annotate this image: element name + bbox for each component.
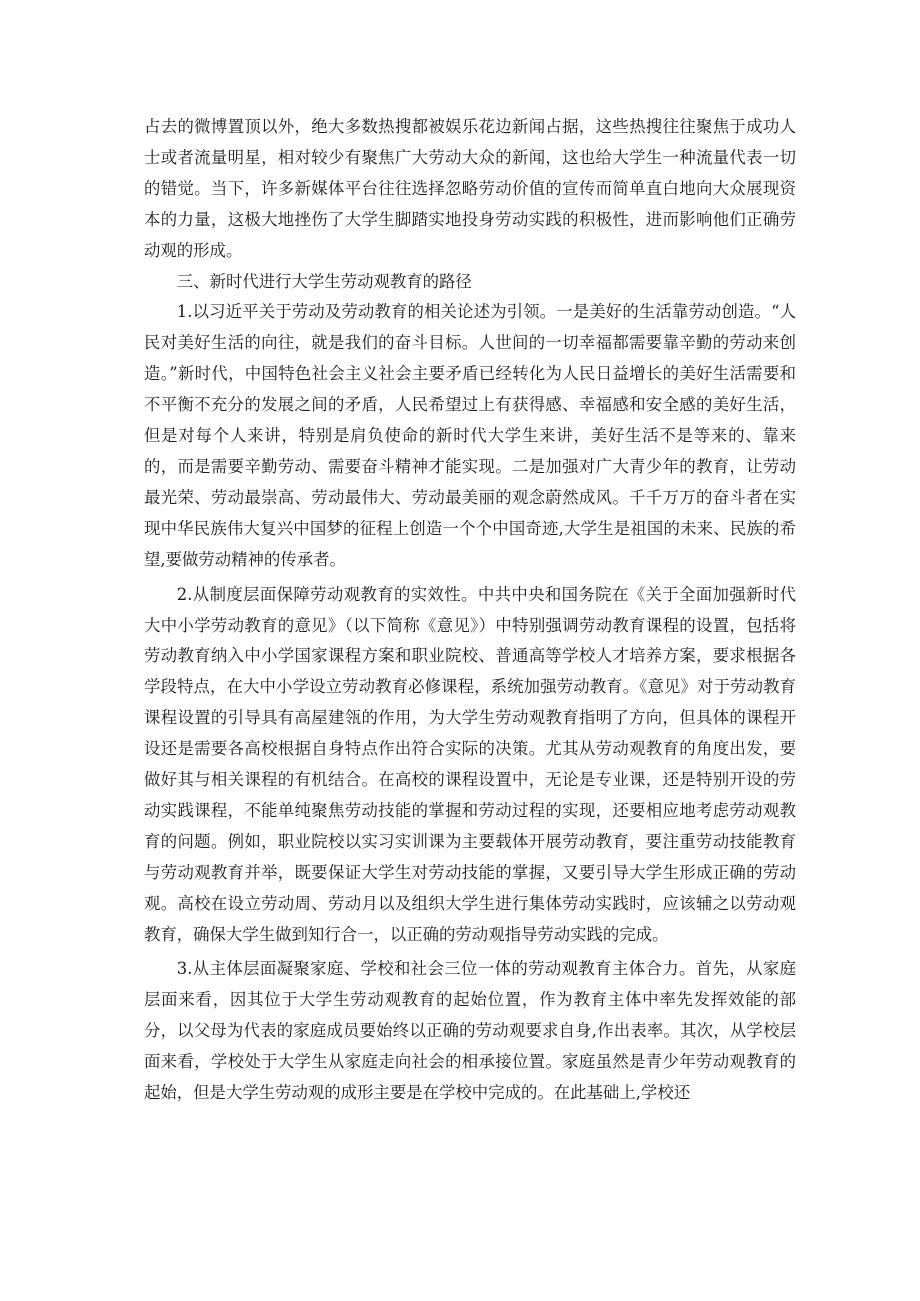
paragraph-point-1: 1.以习近平关于劳动及劳动教育的相关论述为引领。一是美好的生活靠劳动创造。“人民对美好生活的向往，就是我们的奋斗目标。人世间的一切幸福都需要靠辛勤的劳动来创造。”新时代，中国特色社会主义社会主要矛盾已经转化为人民日益增长的美好生活需要和不平衡不充分的发展之间的矛盾，人民希望过上有获得感、幸福感和安全感的美好生活，但是对每个人来讲，特别是肩负使命的新时代大学生来讲，美好生活不是等来的、靠来的，而是需要辛勤劳动、需要奋斗精神才能实现。二是加强对广大青少年的教育，让劳动最光荣、劳动最崇高、劳动最伟大、劳动最美丽的观念蔚然成风。千千万万的奋斗者在实现中华民族伟大复兴中国梦的征程上创造一个个中国奇迹,大学生是祖国的未来、民族的希望,要做劳动精神的传承者。 <box>144 302 796 569</box>
paragraph-point-2: 2.从制度层面保障劳动观教育的实效性。中共中央和国务院在《关于全面加强新时代大中小学劳动教育的意见》（以下简称《意见》）中特别强调劳动教育课程的设置，包括将劳动教育纳入中小学国家课程方案和职业院校、普通高等学校人才培养方案，要求根据各学段特点，在大中小学设立劳动教育必修课程，系统加强劳动教育。《意见》对于劳动教育课程设置的引导具有高屋建瓴的作用，为大学生劳动观教育指明了方向，但具体的课程开设还是需要各高校根据自身特点作出符合实际的决策。尤其从劳动观教育的角度出发，要做好其与相关课程的有机结合。在高校的课程设置中，无论是专业课，还是特别开设的劳动实践课程，不能单纯聚焦劳动技能的掌握和劳动过程的实现，还要相应地考虑劳动观教育的问题。例如，职业院校以实习实训课为主要载体开展劳动教育，要注重劳动技能教育与劳动观教育并举，既要保证大学生对劳动技能的掌握，又要引导大学生形成正确的劳动观。高校在设立劳动周、劳动月以及组织大学生进行集体劳动实践时，应该辅之以劳动观教育，确保大学生做到知行合一，以正确的劳动观指导劳动实践的完成。 <box>144 584 796 944</box>
paragraph-continued: 占去的微博置顶以外，绝大多数热搜都被娱乐花边新闻占据，这些热搜往往聚焦于成功人士或者流量明星，相对较少有聚焦广大劳动大众的新闻，这也给大学生一种流量代表一切的错觉。当下，许多新媒体平台往往选择忽略劳动价值的宣传而简单直白地向大众展现资本的力量，这极大地挫伤了大学生脚踏实地投身劳动实践的积极性，进而影响他们正确劳动观的形成。 <box>144 117 796 260</box>
section-heading: 三、新时代进行大学生劳动观教育的路径 <box>176 271 472 291</box>
document-page <box>144 112 796 1109</box>
paragraph-point-3: 3.从主体层面凝聚家庭、学校和社会三位一体的劳动观教育主体合力。首先，从家庭层面来看，因其位于大学生劳动观教育的起始位置，作为教育主体中率先发挥效能的部分，以父母为代表的家庭成员要始终以正确的劳动观要求自身,作出表率。其次，从学校层面来看，学校处于大学生从家庭走向社会的相承接位置。家庭虽然是青少年劳动观教育的起始，但是大学生劳动观的成形主要是在学校中完成的。在此基础上,学校还 <box>144 959 796 1103</box>
